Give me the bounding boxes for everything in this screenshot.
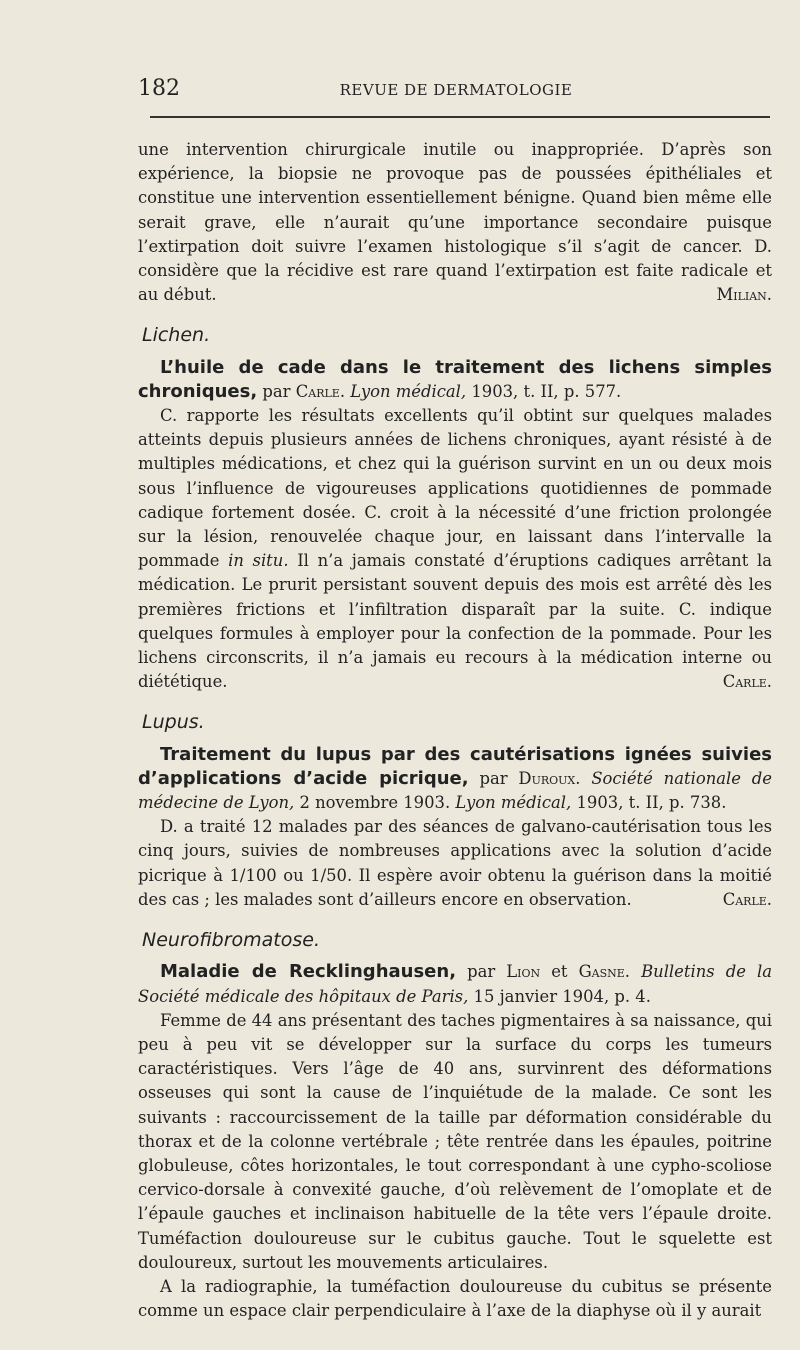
article-signature: Carle. xyxy=(722,889,772,909)
ref-journal: Lyon médical, xyxy=(350,381,467,401)
article-reference-lupus xyxy=(138,743,772,816)
article-body-neurofibromatose-2 xyxy=(138,1275,772,1323)
page-number: 182 xyxy=(138,76,180,101)
intro-text: une intervention chirurgicale inutile ou inappropriée. D’après son expérience, la biopsie ne provoque pas de poussées épithéliales et constitue une intervention essentiellement bénigne. Quand bien même elle serait grave, elle n’aurait qu’une importance secondaire puisque l’extirpation doit suivre l’examen histologique s’il s’agit de cancer. D. considère que la récidive est rare quand l’extirpation est faite radicale et au début. xyxy=(138,140,772,305)
article-title: Maladie de Recklinghausen, xyxy=(160,961,457,983)
intro-paragraph xyxy=(138,138,772,307)
ref-author: Duroux. xyxy=(518,768,581,788)
ref-date: 2 novembre 1903. xyxy=(299,793,451,813)
ref-par: par xyxy=(479,768,508,788)
section-heading-neurofibromatose: Neurofibromatose. xyxy=(142,929,321,952)
ref-journal-2: Lyon médical, xyxy=(455,793,572,813)
article-reference-neurofibromatose xyxy=(138,960,772,1008)
article-title: L’huile de cade dans le traitement des lichens simples chroniques, xyxy=(138,356,772,402)
body-text-end: Il n’a jamais constaté d’éruptions cadiques arrêtant la médication. Le prurit persistant souvent depuis des mois est arrêté dès les premières frictions et l’infiltration disparaît par la suite. C. indique quelques formules à employer pour la confection de la pommade. Pour les lichens circonscrits, il n’a jamais eu recours à la médication interne ou diététique. xyxy=(138,551,772,692)
header-rule xyxy=(150,116,770,118)
ref-par: par xyxy=(467,962,496,982)
section-heading-lichen: Lichen. xyxy=(142,324,211,347)
ref-author: Lion xyxy=(506,962,541,982)
ref-details: 1903, t. II, p. 738. xyxy=(576,793,727,813)
body-text: C. rapporte les résultats excellents qu’il obtint sur quelques malades atteints depuis plusieurs années de lichens chroniques, ayant résisté à de multiples médications, et chez qui la guérison survint en un ou deux mois sous l’influence de vigoureuses applications quotidiennes de pommade cadique fortement dosée. C. croit à la nécessité d’une friction prolongée sur la lésion, renouvelée chaque jour, en laissant dans l’intervalle la pommade xyxy=(138,406,772,571)
ref-journal: Bulletins de la Société médicale des hôpitaux de Paris, xyxy=(138,962,772,1006)
article-signature: Carle. xyxy=(722,672,772,692)
article-body-lichen xyxy=(138,404,772,694)
ref-author-2: Gasne. xyxy=(578,962,631,982)
article-reference-lichen xyxy=(138,356,772,404)
article-body-neurofibromatose xyxy=(138,1009,772,1275)
running-title: REVUE DE DERMATOLOGIE xyxy=(339,81,573,99)
ref-and: et xyxy=(551,962,568,982)
ref-par: par xyxy=(262,381,291,401)
ref-author: Carle. xyxy=(295,381,346,401)
section-heading-lupus: Lupus. xyxy=(142,711,205,734)
page-header xyxy=(138,76,774,106)
body-text: Femme de 44 ans présentant des taches pigmentaires à sa naissance, qui peu à peu vit se développer sur la surface du corps les tumeurs caractéristiques. Vers l’âge de 40 ans, survinrent des déformations osseuses qui sont la cause de l’inquiétude de la malade. Ce sont les suivants : raccourcissement de la taille par déformation considérable du thorax et de la colonne vertébrale ; tête rentrée dans les épaules, poitrine globuleuse, côtes horizontales, le tout correspondant à une cypho-scoliose cervico-dorsale à convexité gauche, d’où relèvement de l’omoplate et de l’épaule gauches et inclinaison habituelle de la tête vers l’épaule droite. Tuméfaction douloureuse sur le cubitus gauche. Tout le squelette est douloureux, surtout les mouvements articulaires. xyxy=(138,1010,772,1272)
page-body xyxy=(138,138,772,1323)
ref-details: 1903, t. II, p. 577. xyxy=(471,381,622,401)
article-body-lupus xyxy=(138,815,772,912)
ref-details: 15 janvier 1904, p. 4. xyxy=(473,986,651,1006)
article-title: Traitement du lupus par des cautérisations ignées suivies d’applications d’acide picrique, xyxy=(138,743,772,789)
body-text: D. a traité 12 malades par des séances de galvano-cautérisation tous les cinq jours, suivies de nombreuses applications avec la solution d’acide picrique à 1/100 ou 1/50. Il espère avoir obtenu la guérison dans la moitié des cas ; les malades sont d’ailleurs encore en observation. xyxy=(138,817,772,909)
body-text: A la radiographie, la tuméfaction douloureuse du cubitus se présente comme un espace clair perpendiculaire à l’axe de la diaphyse où il y aurait xyxy=(138,1276,772,1321)
intro-signature: Milian. xyxy=(716,285,772,305)
ref-journal: Société nationale de médecine de Lyon, xyxy=(138,768,772,813)
body-italic: in situ. xyxy=(228,551,289,571)
